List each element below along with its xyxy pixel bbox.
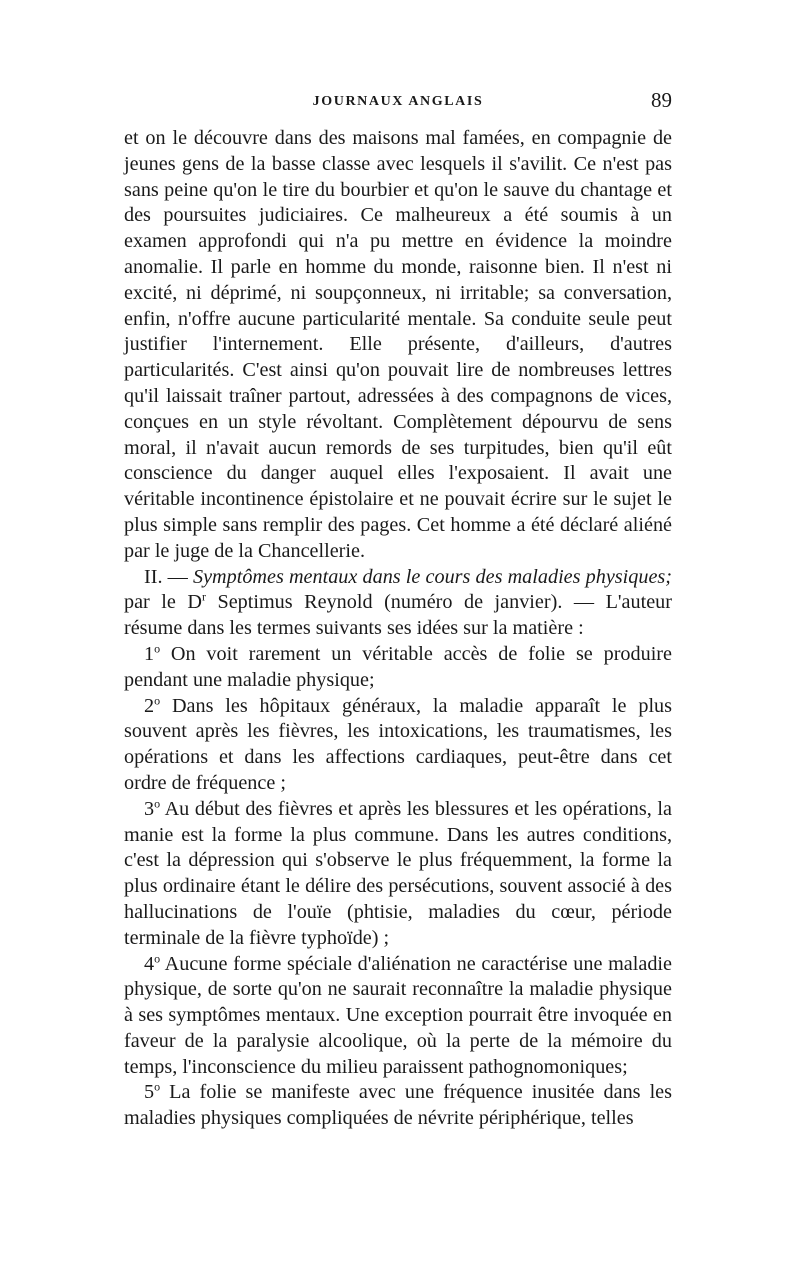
- ordinal-mark: o: [154, 641, 161, 656]
- point-2: [124, 694, 672, 797]
- section-title: Symptômes mentaux dans le cours des maladies physiques;: [193, 565, 672, 588]
- point-text: On voit rarement un véritable accès de folie se produire pendant une maladie physique;: [124, 642, 672, 691]
- point-number: 1: [144, 642, 155, 665]
- point-3: [124, 797, 672, 952]
- point-1: [124, 642, 672, 694]
- running-title: JOURNAUX ANGLAIS: [312, 94, 484, 109]
- point-number: 5: [144, 1081, 155, 1104]
- point-text: La folie se manifeste avec une fréquence inusitée dans les maladies physiques compliquées de névrite périphérique, telles: [124, 1081, 672, 1130]
- page-number: 89: [651, 88, 672, 112]
- point-number: 2: [144, 694, 155, 717]
- point-text: Au début des fièvres et après les blessures et les opérations, la manie est la forme la plus commune. Dans les autres conditions, c'est la dépression qui s'observe le plus fréquemment, la forme la plus ordinaire étant le délire des persécutions, souvent associé à des hallucinations de l'ouïe (phtisie, maladies du cœur, période terminale de la fièvre typhoïde) ;: [124, 797, 672, 949]
- ordinal-mark: o: [154, 1079, 161, 1094]
- point-text: Aucune forme spéciale d'aliénation ne caractérise une maladie physique, de sorte qu'on ne saurait reconnaître la maladie physique à ses symptômes mentaux. Une exception pourrait être invoquée en faveur de la paralysie alcoolique, où la perte de la mémoire du temps, l'inconscience du milieu paraissent pathognomoniques;: [124, 952, 672, 1078]
- ordinal-mark: o: [154, 950, 161, 965]
- book-page: [124, 88, 672, 1132]
- section-number: II. —: [144, 565, 193, 588]
- section-author-prefix: par le D: [124, 591, 202, 614]
- ordinal-mark: o: [154, 795, 161, 810]
- point-text: Dans les hôpitaux généraux, la maladie apparaît le plus souvent après les fièvres, les intoxications, les traumatismes, les opérations et dans les affections cardiaques, peut-être dans cet ordre de fréquence ;: [124, 694, 672, 794]
- body-text: [124, 126, 672, 1132]
- point-4: [124, 952, 672, 1081]
- doctor-superscript: r: [201, 589, 206, 604]
- section-summary: Septimus Reynold (numéro de janvier). — L'auteur résume dans les termes suivants ses idées sur la matière :: [124, 591, 672, 640]
- point-5: [124, 1080, 672, 1132]
- continued-paragraph: et on le découvre dans des maisons mal famées, en compagnie de jeunes gens de la basse classe avec lesquels il s'avilit. Ce n'est pas sans peine qu'on le tire du bourbier et qu'on le sauve du chantage et des poursuites judiciaires. Ce malheureux a été soumis à un examen approfondi qui n'a pu mettre en évidence la moindre anomalie. Il parle en homme du monde, raisonne bien. Il n'est ni excité, ni déprimé, ni soupçonneux, ni irritable; sa conversation, enfin, n'offre aucune particularité mentale. Sa conduite seule peut justifier l'internement. Elle présente, d'ailleurs, d'autres particularités. C'est ainsi qu'on pouvait lire de nombreuses lettres qu'il laissait traîner partout, adressées à des compagnons de vices, conçues en un style révoltant. Complètement dépourvu de sens moral, il n'avait aucun remords de ses turpitudes, bien qu'il eût conscience du danger auquel elles l'exposaient. Il avait une véritable incontinence épistolaire et ne pouvait écrire sur le sujet le plus simple sans remplir des pages. Cet homme a été déclaré aliéné par le juge de la Chancellerie.: [124, 127, 672, 562]
- ordinal-mark: o: [154, 692, 161, 707]
- section-ii-paragraph: [124, 565, 672, 642]
- point-number: 3: [144, 797, 155, 820]
- point-number: 4: [144, 952, 155, 975]
- running-head: [124, 88, 672, 118]
